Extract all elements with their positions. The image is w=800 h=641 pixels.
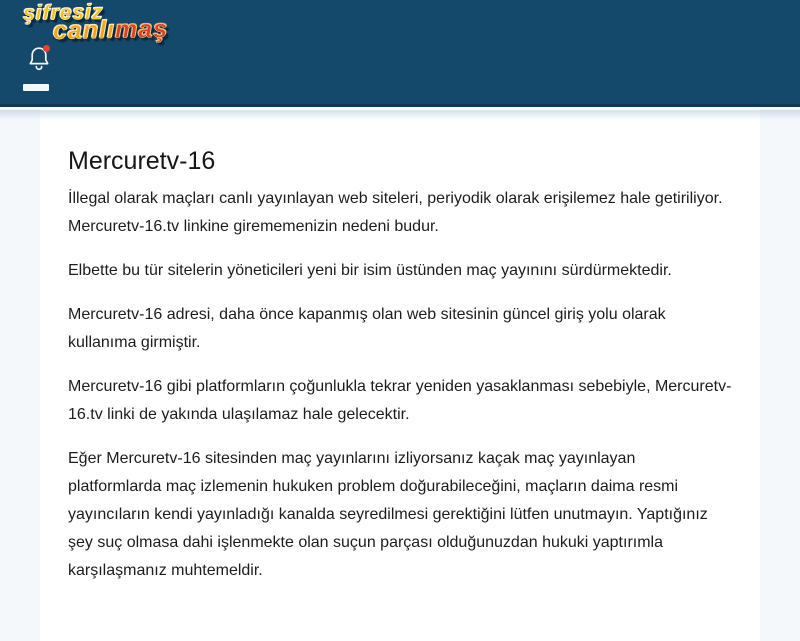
logo-text-mas: maş: [114, 14, 169, 44]
site-header: [0, 0, 800, 107]
logo-text-line2: [52, 14, 169, 46]
menu-toggle-button[interactable]: [23, 84, 49, 91]
notification-dot: [43, 45, 50, 52]
main-content: [0, 107, 800, 641]
article-paragraph: Mercuretv-16 gibi platformların çoğunlukla tekrar yeniden yasaklanması sebebiyle, Mercuretv-16.tv linki de yakında ulaşılamaz hale gelecektir.: [68, 378, 732, 423]
article-paragraph: İllegal olarak maçları canlı yayınlayan web siteleri, periyodik olarak erişilemez hale getiriliyor. Mercuretv-16.tv linkine girememenizin nedeni budur.: [68, 190, 723, 235]
page-title: Mercuretv-16: [68, 147, 216, 175]
logo-text-canli: canlı: [52, 15, 116, 46]
site-logo[interactable]: [22, 0, 169, 46]
content-card: [40, 107, 760, 641]
article-paragraph: Eğer Mercuretv-16 sitesinden maç yayınlarını izliyorsanız kaçak maç yayınlayan platformlarda maç izlemenin hukuken problem doğurabileceğini, maçların daima resmi yayıncıların kendi yayınladığı kanalda seyredilmesi gerektiğini lütfen unutmayın. Yaptığınız şey suç olmasa dahi işlenmekte olan suçun parçası olduğunuzdan hukuki yaptırımla karşılaşmanız muhtemeldir.: [68, 450, 708, 579]
article-paragraph: Elbette bu tür sitelerin yöneticileri yeni bir isim üstünden maç yayınını sürdürmektedir.: [68, 262, 672, 279]
article-paragraph: Mercuretv-16 adresi, daha önce kapanmış olan web sitesinin güncel giriş yolu olarak kullanıma girmiştir.: [68, 306, 666, 351]
bell-icon: [26, 44, 56, 72]
notifications-button[interactable]: [26, 43, 56, 73]
logo-text-line1: şifresiz: [22, 0, 104, 26]
